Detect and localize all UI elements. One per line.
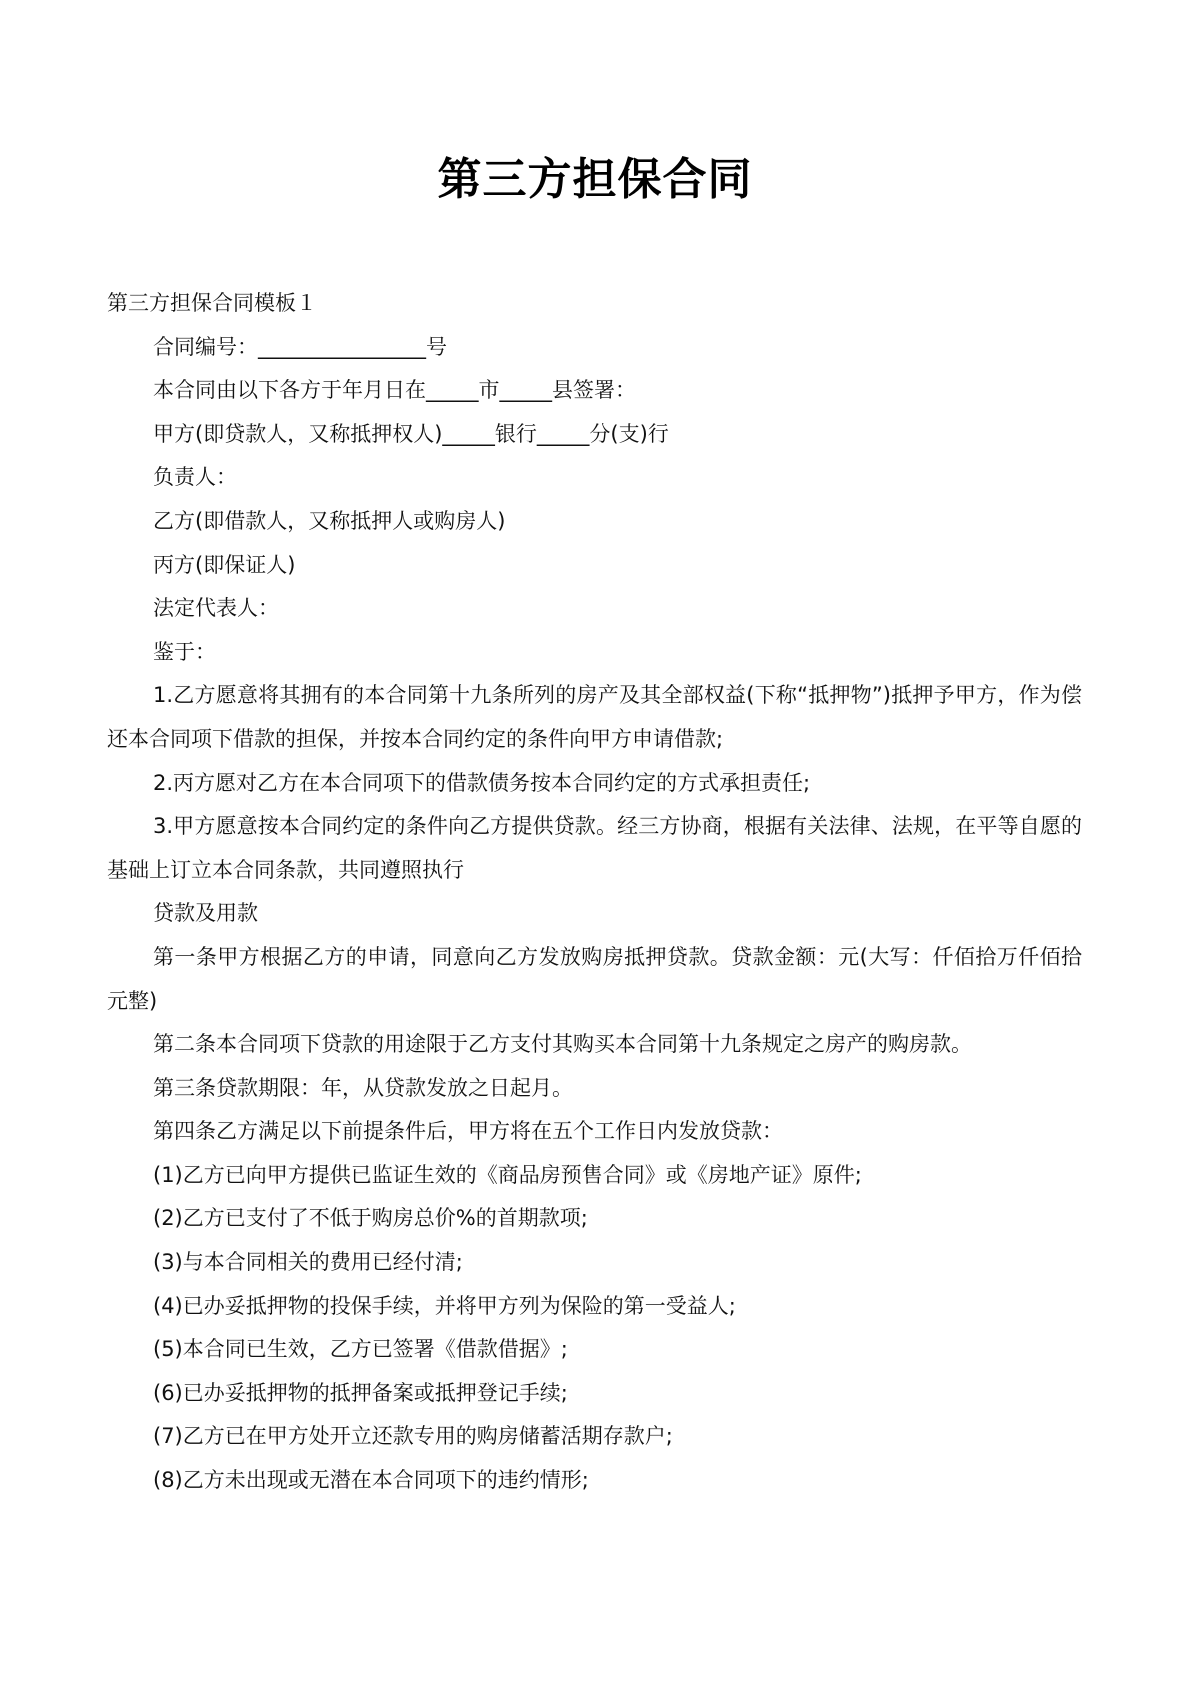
article-3: 第三条贷款期限：年，从贷款发放之日起月。 xyxy=(153,1075,573,1100)
condition-4: (4)已办妥抵押物的投保手续，并将甲方列为保险的第一受益人; xyxy=(153,1293,736,1318)
condition-8: (8)乙方未出现或无潜在本合同项下的违约情形; xyxy=(153,1468,589,1493)
document-title: 第三方担保合同 xyxy=(437,154,753,205)
article-4: 第四条乙方满足以下前提条件后，甲方将在五个工作日内发放贷款： xyxy=(153,1119,783,1144)
party-b-line: 乙方(即借款人，又称抵押人或购房人) xyxy=(153,508,506,533)
contract-number-line: 合同编号：________________号 xyxy=(153,334,447,359)
document-body xyxy=(107,282,1082,1503)
condition-6: (6)已办妥抵押物的抵押备案或抵押登记手续; xyxy=(153,1380,568,1405)
party-c-line: 丙方(即保证人) xyxy=(153,552,296,577)
responsible-person-line: 负责人： xyxy=(153,465,237,490)
condition-5: (5)本合同已生效，乙方已签署《借款借据》; xyxy=(153,1337,568,1362)
recital-3: 3.甲方愿意按本合同约定的条件向乙方提供贷款。经三方协商，根据有关法律、法规，在平等自愿的基础上订立本合同条款，共同遵照执行 xyxy=(107,814,1082,882)
article-2: 第二条本合同项下贷款的用途限于乙方支付其购买本合同第十九条规定之房产的购房款。 xyxy=(153,1032,972,1057)
condition-3: (3)与本合同相关的费用已经付清; xyxy=(153,1250,463,1275)
article-1: 第一条甲方根据乙方的申请，同意向乙方发放购房抵押贷款。贷款金额：元(大写：仟佰拾万仟佰拾元整) xyxy=(107,944,1082,1013)
condition-7: (7)乙方已在甲方处开立还款专用的购房储蓄活期存款户; xyxy=(153,1424,673,1449)
whereas-line: 鉴于： xyxy=(153,639,216,664)
condition-2: (2)乙方已支付了不低于购房总价%的首期款项; xyxy=(153,1206,588,1231)
signing-place-line: 本合同由以下各方于年月日在_____市_____县签署： xyxy=(153,378,636,403)
section-heading-loan-use: 贷款及用款 xyxy=(153,901,258,926)
recital-1: 1.乙方愿意将其拥有的本合同第十九条所列的房产及其全部权益(下称“抵押物”)抵押予甲方，作为偿还本合同项下借款的担保，并按本合同约定的条件向甲方申请借款; xyxy=(107,683,1082,751)
legal-representative-line: 法定代表人： xyxy=(153,596,279,621)
recital-2: 2.丙方愿对乙方在本合同项下的借款债务按本合同约定的方式承担责任; xyxy=(153,770,811,795)
party-a-line: 甲方(即贷款人，又称抵押权人)_____银行_____分(支)行 xyxy=(153,421,669,446)
condition-1: (1)乙方已向甲方提供已监证生效的《商品房预售合同》或《房地产证》原件; xyxy=(153,1162,862,1187)
template-heading: 第三方担保合同模板１ xyxy=(107,291,317,315)
